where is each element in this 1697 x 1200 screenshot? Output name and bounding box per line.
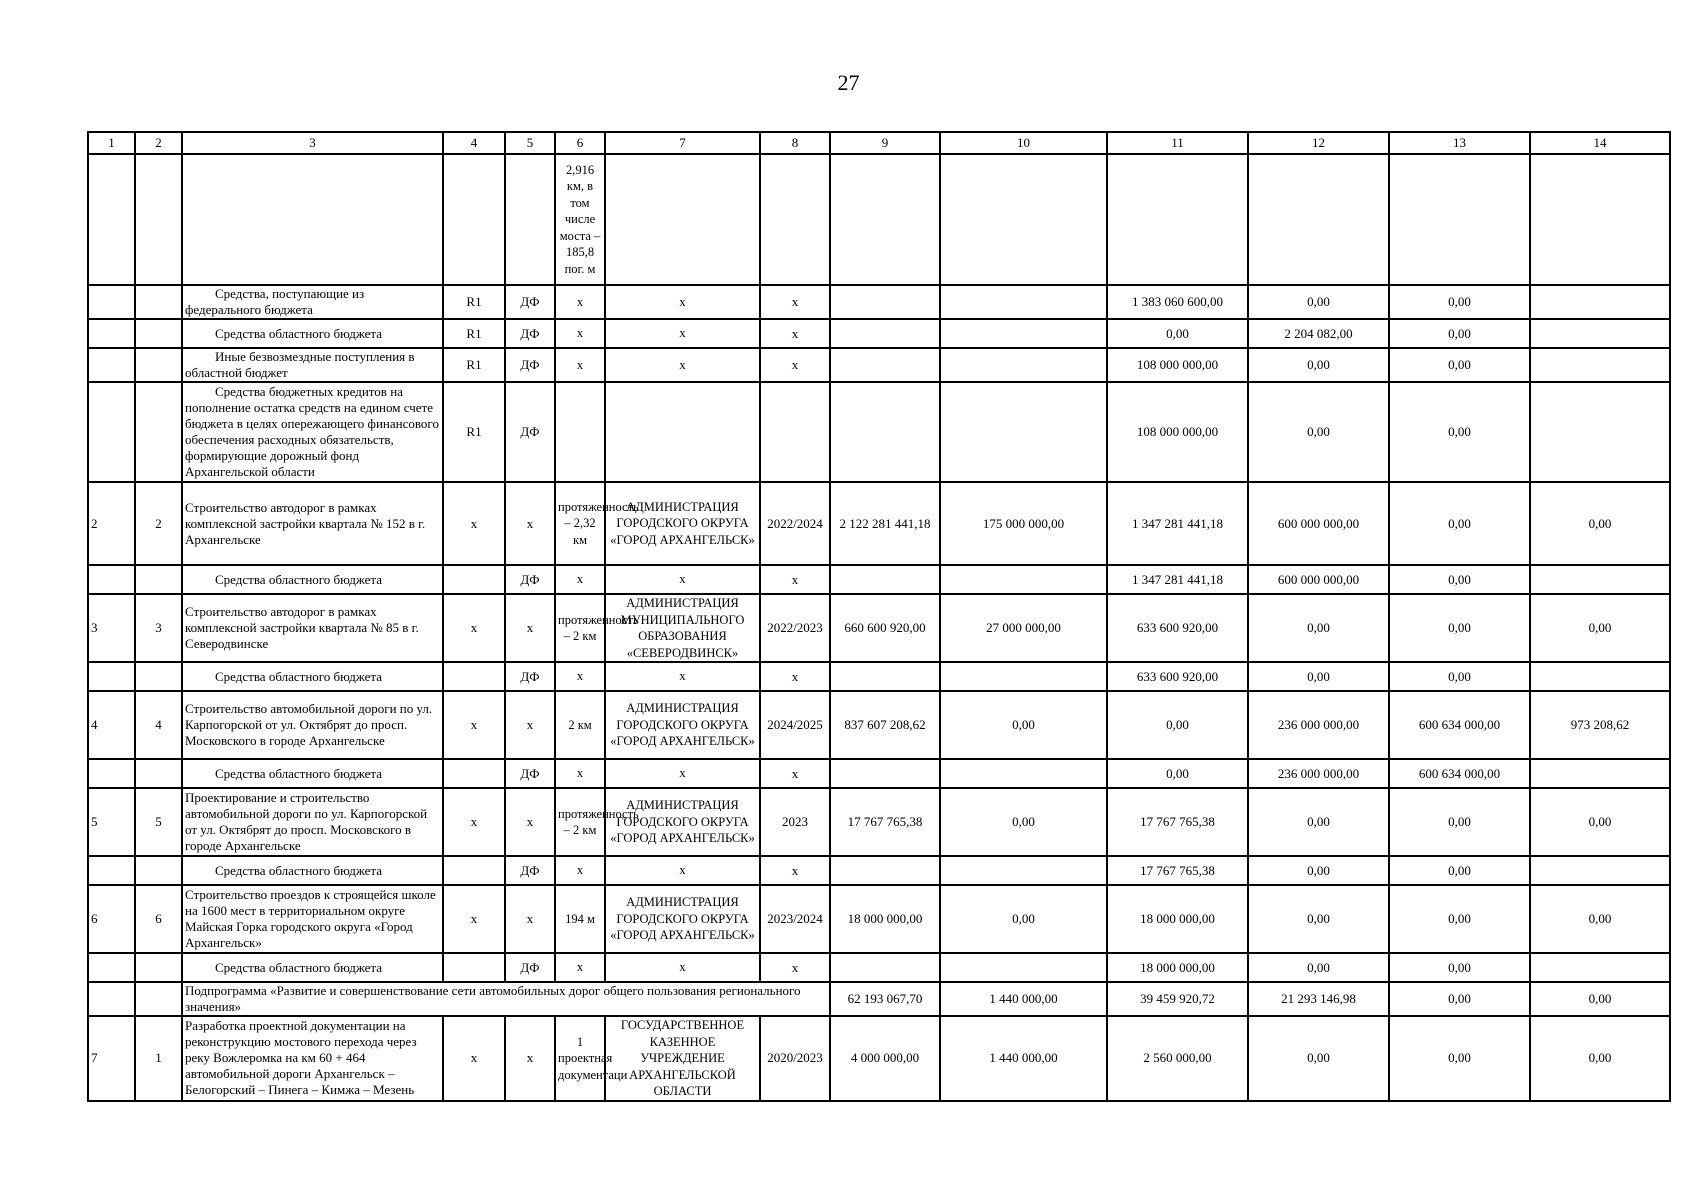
column-header: 9 (830, 132, 940, 154)
table-cell-c10 (940, 319, 1107, 348)
column-header: 1 (88, 132, 135, 154)
table-cell-c2: 4 (135, 691, 182, 759)
table-cell-c8: 2022/2024 (760, 482, 830, 565)
table-cell-c1 (88, 982, 135, 1016)
table-cell-c6: протяженность – 2 км (555, 788, 605, 856)
table-row (88, 1016, 1670, 1101)
table-cell-c8: х (760, 759, 830, 788)
table-cell-c1: 4 (88, 691, 135, 759)
table-cell-c12: 600 000 000,00 (1248, 482, 1389, 565)
table-cell-c12: 0,00 (1248, 788, 1389, 856)
table-cell-c12: 0,00 (1248, 662, 1389, 691)
table-cell-c4 (443, 154, 505, 285)
table-cell-c11: 0,00 (1107, 759, 1248, 788)
table-cell-c9: 660 600 920,00 (830, 594, 940, 662)
table-cell-c11: 108 000 000,00 (1107, 382, 1248, 482)
table-cell-c4: R1 (443, 285, 505, 319)
table-cell-c11 (1107, 154, 1248, 285)
table-cell-c14 (1530, 856, 1670, 885)
table-cell-c14 (1530, 285, 1670, 319)
table-cell-c11: 1 383 060 600,00 (1107, 285, 1248, 319)
table-cell-c6: 2,916 км, в том числе моста – 185,8 пог. м (555, 154, 605, 285)
table-cell-c11: 18 000 000,00 (1107, 953, 1248, 982)
table-cell-c4: х (443, 691, 505, 759)
table-cell-c14 (1530, 759, 1670, 788)
table-cell-c4 (443, 662, 505, 691)
table-cell-c6: х (555, 759, 605, 788)
table-cell-c2 (135, 759, 182, 788)
table-cell-c2 (135, 982, 182, 1016)
table-cell-c4: х (443, 885, 505, 953)
table-cell-c1 (88, 662, 135, 691)
table-cell-c11: 1 347 281 441,18 (1107, 482, 1248, 565)
page-number: 27 (837, 70, 860, 95)
table-cell-c1: 7 (88, 1016, 135, 1101)
table-cell-c1 (88, 953, 135, 982)
table-cell-c5: х (505, 788, 555, 856)
table-cell-c4 (443, 856, 505, 885)
column-header: 11 (1107, 132, 1248, 154)
table-cell-c8 (760, 382, 830, 482)
table-cell-c7: ГОСУДАРСТВЕННОЕ КАЗЕННОЕ УЧРЕЖДЕНИЕ АРХАНГЕЛЬСКОЙ ОБЛАСТИ (605, 1016, 760, 1101)
table-cell-c7: АДМИНИСТРАЦИЯ МУНИЦИПАЛЬНОГО ОБРАЗОВАНИЯ «СЕВЕРОДВИНСК» (605, 594, 760, 662)
table-cell-c9: 18 000 000,00 (830, 885, 940, 953)
table-cell-c10 (940, 154, 1107, 285)
table-row (88, 348, 1670, 382)
table-cell-c13: 0,00 (1389, 565, 1530, 594)
table-cell-c6: х (555, 662, 605, 691)
table-cell-c13: 600 634 000,00 (1389, 759, 1530, 788)
table-cell-c6 (555, 382, 605, 482)
table-cell-c7 (605, 154, 760, 285)
table-cell-c4 (443, 759, 505, 788)
column-header: 2 (135, 132, 182, 154)
table-row (88, 982, 1670, 1016)
table-cell-c14: 0,00 (1530, 482, 1670, 565)
table-cell-c5: ДФ (505, 565, 555, 594)
table-cell-c13: 0,00 (1389, 482, 1530, 565)
table-cell-c7: х (605, 285, 760, 319)
table-cell-c12: 0,00 (1248, 594, 1389, 662)
table-cell-c5: ДФ (505, 285, 555, 319)
table-cell-c8: х (760, 319, 830, 348)
column-header: 3 (182, 132, 443, 154)
table-cell-c14 (1530, 565, 1670, 594)
table-cell-c2: 3 (135, 594, 182, 662)
table-cell-c3: Средства областного бюджета (182, 953, 443, 982)
table-cell-c13: 0,00 (1389, 982, 1530, 1016)
table-cell-c12: 0,00 (1248, 885, 1389, 953)
table-row (88, 594, 1670, 662)
table-row (88, 691, 1670, 759)
table-cell-c5: ДФ (505, 382, 555, 482)
column-header: 12 (1248, 132, 1389, 154)
table-cell-c4: R1 (443, 319, 505, 348)
table-cell-c10: 1 440 000,00 (940, 1016, 1107, 1101)
table-row (88, 662, 1670, 691)
table-row (88, 885, 1670, 953)
table-cell-c8: х (760, 285, 830, 319)
column-header: 7 (605, 132, 760, 154)
table-row (88, 482, 1670, 565)
table-cell-c13: 0,00 (1389, 594, 1530, 662)
table-cell-c2 (135, 856, 182, 885)
table-cell-c13: 0,00 (1389, 856, 1530, 885)
table-cell-c14 (1530, 319, 1670, 348)
table-cell-c4: х (443, 1016, 505, 1101)
column-header: 6 (555, 132, 605, 154)
column-header: 5 (505, 132, 555, 154)
table-cell-c11: 633 600 920,00 (1107, 662, 1248, 691)
table-cell-c14: 973 208,62 (1530, 691, 1670, 759)
table-cell-c8: х (760, 856, 830, 885)
table-cell-c10: 0,00 (940, 885, 1107, 953)
table-cell-c7: х (605, 759, 760, 788)
table-cell-c13: 0,00 (1389, 382, 1530, 482)
table-cell-c3: Средства областного бюджета (182, 759, 443, 788)
table-cell-c7 (605, 382, 760, 482)
table-cell-c12: 2 204 082,00 (1248, 319, 1389, 348)
table-cell-c12: 0,00 (1248, 856, 1389, 885)
table-cell-c12: 0,00 (1248, 348, 1389, 382)
table-row (88, 285, 1670, 319)
table-cell-c9: 837 607 208,62 (830, 691, 940, 759)
table-cell-c1: 6 (88, 885, 135, 953)
table-cell-c7: х (605, 662, 760, 691)
table-cell-c4 (443, 953, 505, 982)
table-cell-c8: х (760, 565, 830, 594)
table-cell-c9 (830, 319, 940, 348)
table-cell-c11: 2 560 000,00 (1107, 1016, 1248, 1101)
table-cell-c4: R1 (443, 348, 505, 382)
table-cell-c14 (1530, 382, 1670, 482)
table-cell-c11: 0,00 (1107, 319, 1248, 348)
table-cell-c2: 1 (135, 1016, 182, 1101)
table-cell-c10: 175 000 000,00 (940, 482, 1107, 565)
table-cell-c10 (940, 565, 1107, 594)
table-cell-c13: 0,00 (1389, 662, 1530, 691)
table-cell-c1 (88, 565, 135, 594)
table-cell-c10: 0,00 (940, 691, 1107, 759)
table-cell-c2: 6 (135, 885, 182, 953)
table-cell-c7: х (605, 319, 760, 348)
table-cell-c5: х (505, 1016, 555, 1101)
table-cell-c9: 17 767 765,38 (830, 788, 940, 856)
table-cell-c1 (88, 348, 135, 382)
table-cell-c9 (830, 662, 940, 691)
column-header: 10 (940, 132, 1107, 154)
table-cell-c6: 2 км (555, 691, 605, 759)
table-cell-c9: 4 000 000,00 (830, 1016, 940, 1101)
table-row (88, 565, 1670, 594)
table-cell-c3: Средства областного бюджета (182, 856, 443, 885)
table-cell-c12: 21 293 146,98 (1248, 982, 1389, 1016)
table-cell-c9 (830, 382, 940, 482)
table-cell-c10 (940, 856, 1107, 885)
table-cell-c12 (1248, 154, 1389, 285)
table-cell-c9: 2 122 281 441,18 (830, 482, 940, 565)
table-cell-c6: х (555, 565, 605, 594)
table-cell-c13: 0,00 (1389, 953, 1530, 982)
table-cell-c10: 0,00 (940, 788, 1107, 856)
table-cell-c14: 0,00 (1530, 982, 1670, 1016)
table-cell-c7: АДМИНИСТРАЦИЯ ГОРОДСКОГО ОКРУГА «ГОРОД АРХАНГЕЛЬСК» (605, 482, 760, 565)
table-cell-c9 (830, 285, 940, 319)
table-cell-c8: 2023/2024 (760, 885, 830, 953)
table-cell-c3 (182, 154, 443, 285)
table-cell-c6: протяженность – 2,32 км (555, 482, 605, 565)
table-cell-c3: Иные безвозмездные поступления в областной бюджет (182, 348, 443, 382)
table-cell-c9: 62 193 067,70 (830, 982, 940, 1016)
table-cell-c10 (940, 382, 1107, 482)
table-cell-c14 (1530, 953, 1670, 982)
table-cell-c13: 600 634 000,00 (1389, 691, 1530, 759)
table-cell-c3: Средства, поступающие из федерального бюджета (182, 285, 443, 319)
table-cell-c2: 2 (135, 482, 182, 565)
table-cell-c2 (135, 565, 182, 594)
table-cell-c2 (135, 953, 182, 982)
table-cell-c13: 0,00 (1389, 285, 1530, 319)
table-cell-c11: 39 459 920,72 (1107, 982, 1248, 1016)
table-cell-c9 (830, 856, 940, 885)
table-cell-c8: х (760, 953, 830, 982)
table-cell-c3: Разработка проектной документации на реконструкцию мостового перехода через реку Вожлеромка на км 60 + 464 автомобильной дороги Архангельск – Белогорский – Пинега – Кимжа – Мезень (182, 1016, 443, 1101)
table-cell-c10: 1 440 000,00 (940, 982, 1107, 1016)
table-cell-c11: 633 600 920,00 (1107, 594, 1248, 662)
column-header: 13 (1389, 132, 1530, 154)
column-header: 4 (443, 132, 505, 154)
table-cell-c3: Строительство автодорог в рамках комплексной застройки квартала № 152 в г. Архангельске (182, 482, 443, 565)
table-cell-c11: 108 000 000,00 (1107, 348, 1248, 382)
table-cell-c4: х (443, 594, 505, 662)
table-cell-c1 (88, 285, 135, 319)
table-cell-c3: Средства областного бюджета (182, 565, 443, 594)
table-row (88, 759, 1670, 788)
table-cell-c14: 0,00 (1530, 788, 1670, 856)
table-cell-c1 (88, 319, 135, 348)
table-cell-c8: 2024/2025 (760, 691, 830, 759)
table-cell-c10 (940, 759, 1107, 788)
table-cell-c7: АДМИНИСТРАЦИЯ ГОРОДСКОГО ОКРУГА «ГОРОД АРХАНГЕЛЬСК» (605, 885, 760, 953)
table-cell-c14 (1530, 154, 1670, 285)
table-cell-c10 (940, 285, 1107, 319)
table-cell-c14 (1530, 662, 1670, 691)
table-cell-c6: 194 м (555, 885, 605, 953)
table-cell-c5: ДФ (505, 348, 555, 382)
table-cell-c13: 0,00 (1389, 348, 1530, 382)
table-cell-c3: Проектирование и строительство автомобильной дороги по ул. Карпогорской от ул. Октябрят до просп. Московского в городе Архангельске (182, 788, 443, 856)
table-cell-c1 (88, 759, 135, 788)
table-cell-c12: 236 000 000,00 (1248, 691, 1389, 759)
table-cell-c6: х (555, 348, 605, 382)
table-cell-c2 (135, 382, 182, 482)
header-row (88, 132, 1670, 154)
table-cell-c13 (1389, 154, 1530, 285)
table-cell-c11: 18 000 000,00 (1107, 885, 1248, 953)
table-cell-c9 (830, 154, 940, 285)
table-cell-c3: Строительство проездов к строящейся школе на 1600 мест в территориальном округе Майская Горка городского округа «Город Архангельск» (182, 885, 443, 953)
table-cell-c6: 1 проектная документаци (555, 1016, 605, 1101)
table-cell-c6: протяженность – 2 км (555, 594, 605, 662)
table-cell-c5 (505, 154, 555, 285)
table-cell-c12: 0,00 (1248, 382, 1389, 482)
table-cell-c10: 27 000 000,00 (940, 594, 1107, 662)
table-cell-c12: 236 000 000,00 (1248, 759, 1389, 788)
table-cell-c3: Средства областного бюджета (182, 319, 443, 348)
table-cell-c12: 0,00 (1248, 1016, 1389, 1101)
table-cell-c10 (940, 348, 1107, 382)
table-row (88, 856, 1670, 885)
table-cell-c2: 5 (135, 788, 182, 856)
table-cell-c5: х (505, 482, 555, 565)
table-cell-c12: 600 000 000,00 (1248, 565, 1389, 594)
table-cell-c8: 2022/2023 (760, 594, 830, 662)
table-cell-c4: х (443, 482, 505, 565)
table-cell-c7: АДМИНИСТРАЦИЯ ГОРОДСКОГО ОКРУГА «ГОРОД АРХАНГЕЛЬСК» (605, 691, 760, 759)
table-cell-c6: х (555, 953, 605, 982)
table-cell-c11: 0,00 (1107, 691, 1248, 759)
table-cell-c3: Строительство автодорог в рамках комплексной застройки квартала № 85 в г. Северодвинске (182, 594, 443, 662)
table-cell-c13: 0,00 (1389, 788, 1530, 856)
table-row (88, 953, 1670, 982)
table-cell-c1 (88, 856, 135, 885)
table-cell-c8: 2020/2023 (760, 1016, 830, 1101)
table-cell-c6: х (555, 285, 605, 319)
table-cell-c5: х (505, 691, 555, 759)
table-cell-c13: 0,00 (1389, 885, 1530, 953)
table-cell-c3: Подпрограмма «Развитие и совершенствование сети автомобильных дорог общего пользования регионального значения» (182, 982, 830, 1016)
table-cell-c14: 0,00 (1530, 1016, 1670, 1101)
table-cell-c4: R1 (443, 382, 505, 482)
table-cell-c2 (135, 285, 182, 319)
column-header: 14 (1530, 132, 1670, 154)
table-cell-c1: 3 (88, 594, 135, 662)
table-cell-c6: х (555, 856, 605, 885)
table-cell-c11: 17 767 765,38 (1107, 788, 1248, 856)
table-cell-c8: 2023 (760, 788, 830, 856)
table-cell-c4 (443, 565, 505, 594)
table-row (88, 154, 1670, 285)
table-cell-c3: Средства бюджетных кредитов на пополнение остатка средств на едином счете бюджета в целях опережающего финансового обеспечения расходных обязательств, формирующие дорожный фонд Архангельской области (182, 382, 443, 482)
table-cell-c4: х (443, 788, 505, 856)
table-cell-c14: 0,00 (1530, 594, 1670, 662)
table-cell-c13: 0,00 (1389, 319, 1530, 348)
table-row (88, 382, 1670, 482)
table-cell-c1 (88, 382, 135, 482)
table-cell-c1: 2 (88, 482, 135, 565)
table-cell-c1 (88, 154, 135, 285)
table-cell-c8: х (760, 348, 830, 382)
table-cell-c7: х (605, 565, 760, 594)
table-cell-c12: 0,00 (1248, 285, 1389, 319)
table-cell-c10 (940, 953, 1107, 982)
table-cell-c11: 1 347 281 441,18 (1107, 565, 1248, 594)
budget-table (87, 131, 1671, 1102)
table-cell-c11: 17 767 765,38 (1107, 856, 1248, 885)
table-cell-c5: ДФ (505, 953, 555, 982)
table-cell-c7: АДМИНИСТРАЦИЯ ГОРОДСКОГО ОКРУГА «ГОРОД АРХАНГЕЛЬСК» (605, 788, 760, 856)
table-cell-c13: 0,00 (1389, 1016, 1530, 1101)
table-cell-c12: 0,00 (1248, 953, 1389, 982)
table-cell-c14 (1530, 348, 1670, 382)
column-header: 8 (760, 132, 830, 154)
table-cell-c5: ДФ (505, 856, 555, 885)
table-cell-c9 (830, 348, 940, 382)
table-cell-c3: Строительство автомобильной дороги по ул. Карпогорской от ул. Октябрят до просп. Московского в городе Архангельске (182, 691, 443, 759)
table-cell-c2 (135, 319, 182, 348)
table-row (88, 788, 1670, 856)
table-cell-c14: 0,00 (1530, 885, 1670, 953)
table-cell-c7: х (605, 953, 760, 982)
table-cell-c3: Средства областного бюджета (182, 662, 443, 691)
table-cell-c1: 5 (88, 788, 135, 856)
table-cell-c7: х (605, 348, 760, 382)
table-cell-c10 (940, 662, 1107, 691)
table-cell-c9 (830, 565, 940, 594)
table-cell-c9 (830, 759, 940, 788)
table-cell-c5: х (505, 885, 555, 953)
table-cell-c7: х (605, 856, 760, 885)
table-cell-c5: х (505, 594, 555, 662)
table-cell-c6: х (555, 319, 605, 348)
table-cell-c5: ДФ (505, 759, 555, 788)
table-row (88, 319, 1670, 348)
table-cell-c8 (760, 154, 830, 285)
table-cell-c9 (830, 953, 940, 982)
table-cell-c2 (135, 348, 182, 382)
table-cell-c5: ДФ (505, 662, 555, 691)
table-cell-c5: ДФ (505, 319, 555, 348)
table-cell-c2 (135, 154, 182, 285)
table-cell-c2 (135, 662, 182, 691)
table-cell-c8: х (760, 662, 830, 691)
